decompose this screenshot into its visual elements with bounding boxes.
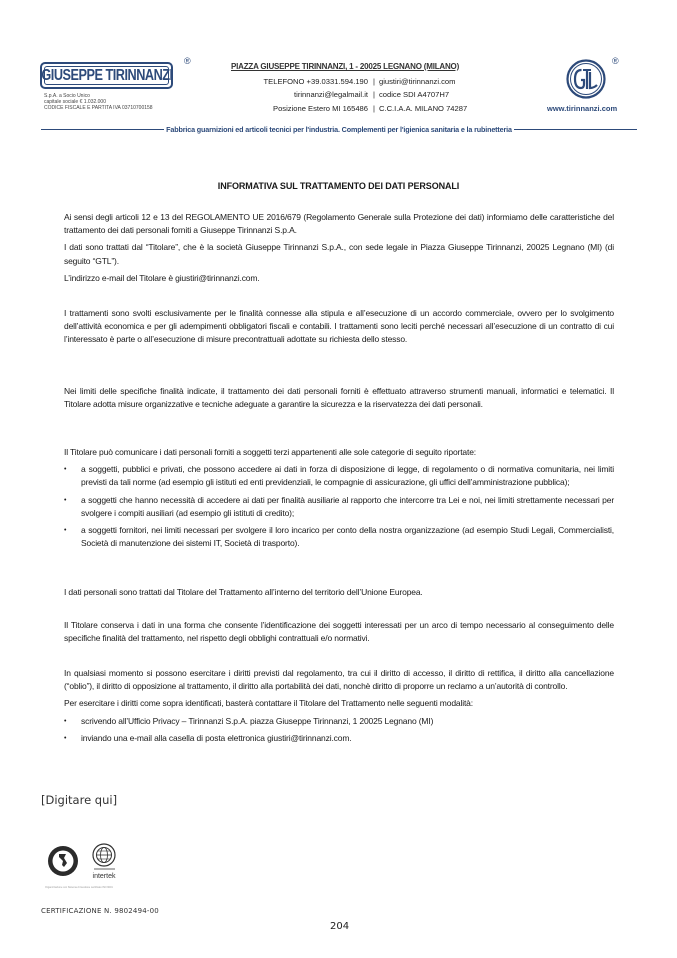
contact-cciaa: C.C.I.A.A. MILANO 74287 [378,103,468,113]
company-logo [40,62,173,89]
purposes-paragraph: I trattamenti sono svolti esclusivamente per le finalità connesse alla stipula e all’esecuzione di un accordo commerciale, ovvero per lo svolgimento dell’attività economica e per gli adempimenti obbligatori fiscali e contabili. I trattamenti sono leciti perché necessari all’esecuzione di un contratto di cui l’interessato è parte o all’esecuzione di misure precontrattuali adottate su richiesta dello stesso. [64,308,614,345]
separator: | [373,77,375,86]
recipients-section [64,446,614,554]
methods-section [64,385,614,415]
contact-pec: tirinnanzi@legalmail.it [294,90,368,100]
contact-phone: TELEFONO +39.0331.594.190 [263,77,368,86]
contact-export-position: Posizione Estero MI 165486 [273,103,368,113]
contact-intro: Per esercitare i diritti come sopra identificati, basterà contattare il Titolare del Trattamento nelle seguenti modalità: [64,698,473,709]
separator: | [373,90,375,100]
website-link[interactable]: www.tirinnanzi.com [547,104,618,113]
intro-section [64,211,614,289]
accredia-logo-icon [48,846,78,876]
contact-methods-list [64,715,614,745]
methods-paragraph: Nei limiti delle specifiche finalità indicate, il trattamento dei dati personali forniti è effettuato attraverso strumenti manuali, informatici e telematici. Il Titolare adotta misure organizzative e tecniche adeguate a garantire la sicurezza e la riservatezza dei dati personali. [64,386,614,410]
list-item: • a soggetti che hanno necessità di accedere ai dati per finalità ausiliarie al rapporto che intercorre tra Lei e noi, nei limiti strettamente necessari per svolgere i compiti ausiliari (ad esempio gli istituti di credito); [64,494,614,520]
recipients-list [64,463,614,550]
separator: | [373,103,375,113]
territory-section [64,586,614,603]
contact-row [225,88,467,101]
territory-paragraph: I dati personali sono trattati dal Titolare del Trattamento all’interno del territorio dell’Unione Europea. [64,587,423,597]
contact-sdi: codice SDI A4707H7 [378,90,450,100]
divider [514,129,637,130]
registered-mark-icon: ® [184,56,191,66]
list-item: • a soggetti, pubblici e privati, che possono accedere ai dati in forza di disposizione di legge, di regolamento o di normativa comunitaria, nei limiti previsti da tali norme (ad esempio gli istituti ed enti previdenziali, le compagnie di assicurazione, gli uffici dell’amministrazione pubblica); [64,463,614,489]
certification-number: CERTIFICAZIONE N. 9802494-00 [41,907,159,915]
company-legal-info [44,93,153,111]
rights-paragraph: In qualsiasi momento si possono esercitare i diritti previsti dal regolamento, tra cui il diritto di accesso, il diritto di rettifica, il diritto alla cancellazione (“oblio”), il diritto di opposizione al trattamento, il diritto alla portabilità dei dati, nonchè diritto di proporre un reclamo a un’autorità di controllo. [64,668,614,692]
intertek-logo-icon [93,844,116,880]
document-title: INFORMATIVA SUL TRATTAMENTO DEI DATI PERSONALI [217,181,460,191]
company-logo-text: GIUSEPPE TIRINNANZI [40,66,173,84]
contact-email: giustiri@tirinnanzi.com [378,77,456,86]
contact-grid [225,75,467,115]
tagline-rule [41,124,637,134]
certification-caption: Organizzazione con Sistema di Gestione certificato ISO 9001 [45,886,113,889]
company-info-line: CODICE FISCALE E PARTITA IVA 03710700158 [44,105,153,111]
page-number: 204 [330,921,350,932]
list-item: • scrivendo all’Ufficio Privacy – Tirinnanzi S.p.A. piazza Giuseppe Tirinnanzi, 1 20025 Legnano (MI) [64,715,614,728]
retention-section [64,619,614,649]
placeholder-text-field[interactable]: [Digitare qui] [41,793,118,807]
purposes-section [64,307,614,351]
registered-mark-icon: ® [612,56,619,66]
recipients-intro: Il Titolare può comunicare i dati personali forniti a soggetti terzi appartenenti alle sole categorie di seguito riportate: [64,447,476,457]
intro-paragraph: L’indirizzo e-mail del Titolare è giustiri@tirinnanzi.com. [64,272,260,283]
rights-section [64,667,614,749]
list-item: • inviando una e-mail alla casella di posta elettronica giustiri@tirinnanzi.com. [64,732,614,745]
retention-paragraph: Il Titolare conserva i dati in una forma che consente l’identificazione dei soggetti interessati per un arco di tempo necessario al conseguimento delle specifiche finalità del trattamento, nel rispetto degli obblighi contrattuali e/o normativi. [64,620,614,644]
svg-text:intertek: intertek [92,873,116,880]
list-item: • a soggetti fornitori, nei limiti necessari per svolgere il loro incarico per conto della nostra organizzazione (ad esempio Studi Legali, Commercialisti, Società di manutenzione dei sistemi IT, Società di trasporto). [64,524,614,550]
gtl-logo-icon [566,59,606,99]
divider [41,129,164,130]
tagline: Fabbrica guarnizioni ed articoli tecnici per l'industria. Complementi per l'igienica sanitaria e la rubinetteria [166,124,512,134]
company-info-line: capitale sociale € 1.032.000 [44,99,106,105]
contact-row [225,75,467,88]
address-title: PIAZZA GIUSEPPE TIRINNANZI, 1 - 20025 LEGNANO (MILANO) [231,62,460,71]
intro-paragraph: Ai sensi degli articoli 12 e 13 del REGOLAMENTO UE 2016/679 (Regolamento Generale sulla Protezione dei dati) informiamo delle caratteristiche del trattamento dei dati personali forniti a Giuseppe Tirinnanzi S.p.A. [64,212,614,236]
company-info-line: S.p.A. a Socio Unico [44,93,90,99]
contact-row [225,102,467,115]
certification-logos [47,838,127,886]
intro-paragraph: I dati sono trattati dal “Titolare”, che è la società Giuseppe Tirinnanzi S.p.A., con sede legale in Piazza Giuseppe Tirinnanzi, 20025 Legnano (MI) (di seguito “GTL”). [64,242,614,266]
